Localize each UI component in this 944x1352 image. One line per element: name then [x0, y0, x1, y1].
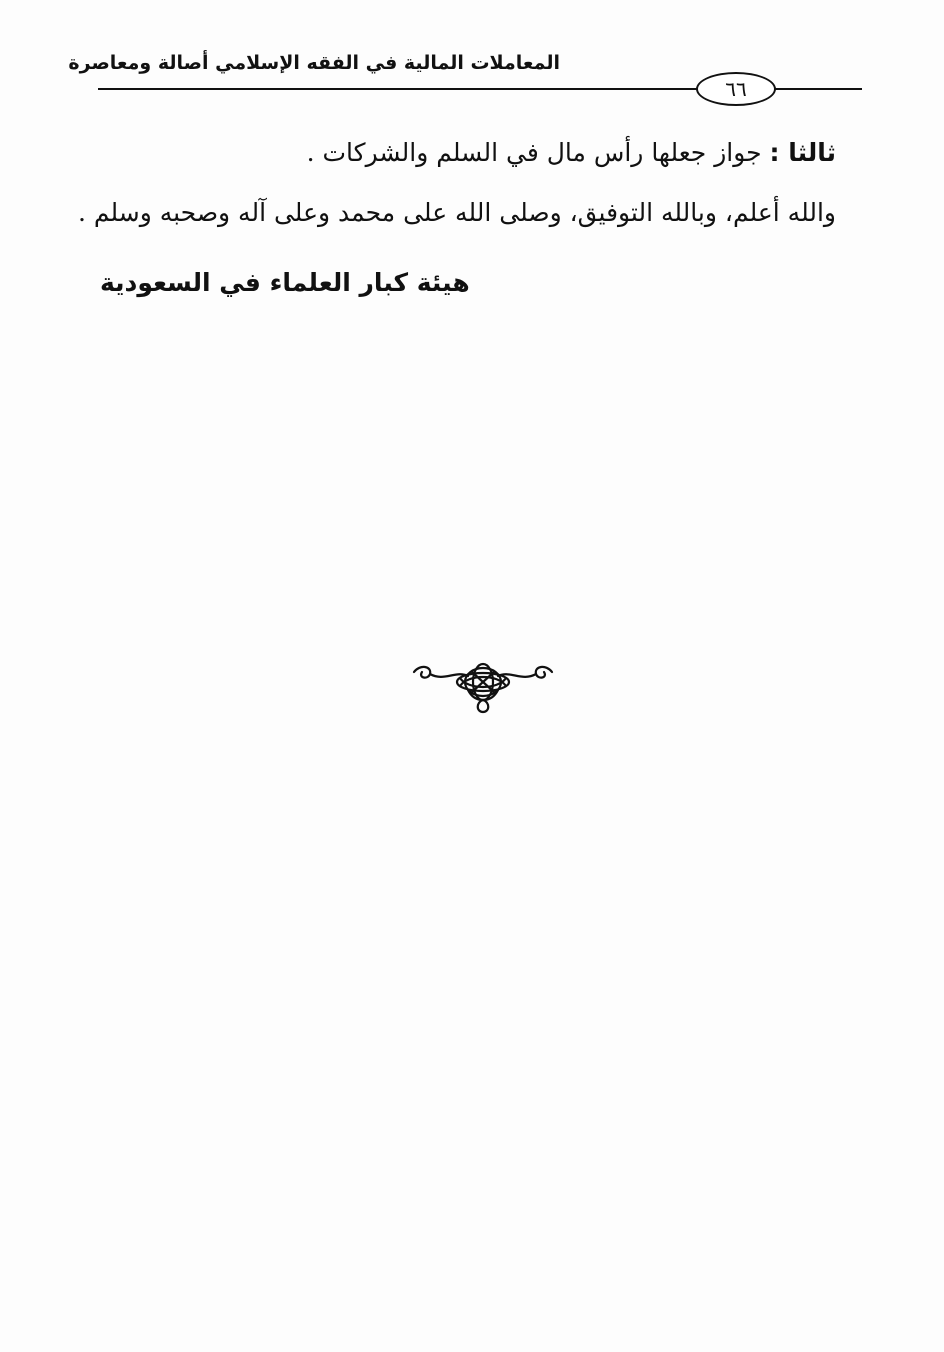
page-number: ٦٦ — [696, 72, 776, 106]
body-line-closing: والله أعلم، وبالله التوفيق، وصلى الله على محمد وعلى آله وصحبه وسلم . — [77, 198, 836, 227]
point-text: جواز جعلها رأس مال في السلم والشركات . — [306, 138, 770, 167]
point-lead: ثالثا : — [769, 138, 836, 167]
body-line-third-point — [307, 138, 836, 167]
running-header — [68, 52, 560, 74]
book-title: المعاملات المالية في الفقه الإسلامي أصالة ومعاصرة — [68, 52, 560, 74]
signature-authority: هيئة كبار العلماء في السعودية — [100, 268, 470, 297]
decorative-knot-ornament-icon — [410, 660, 556, 716]
